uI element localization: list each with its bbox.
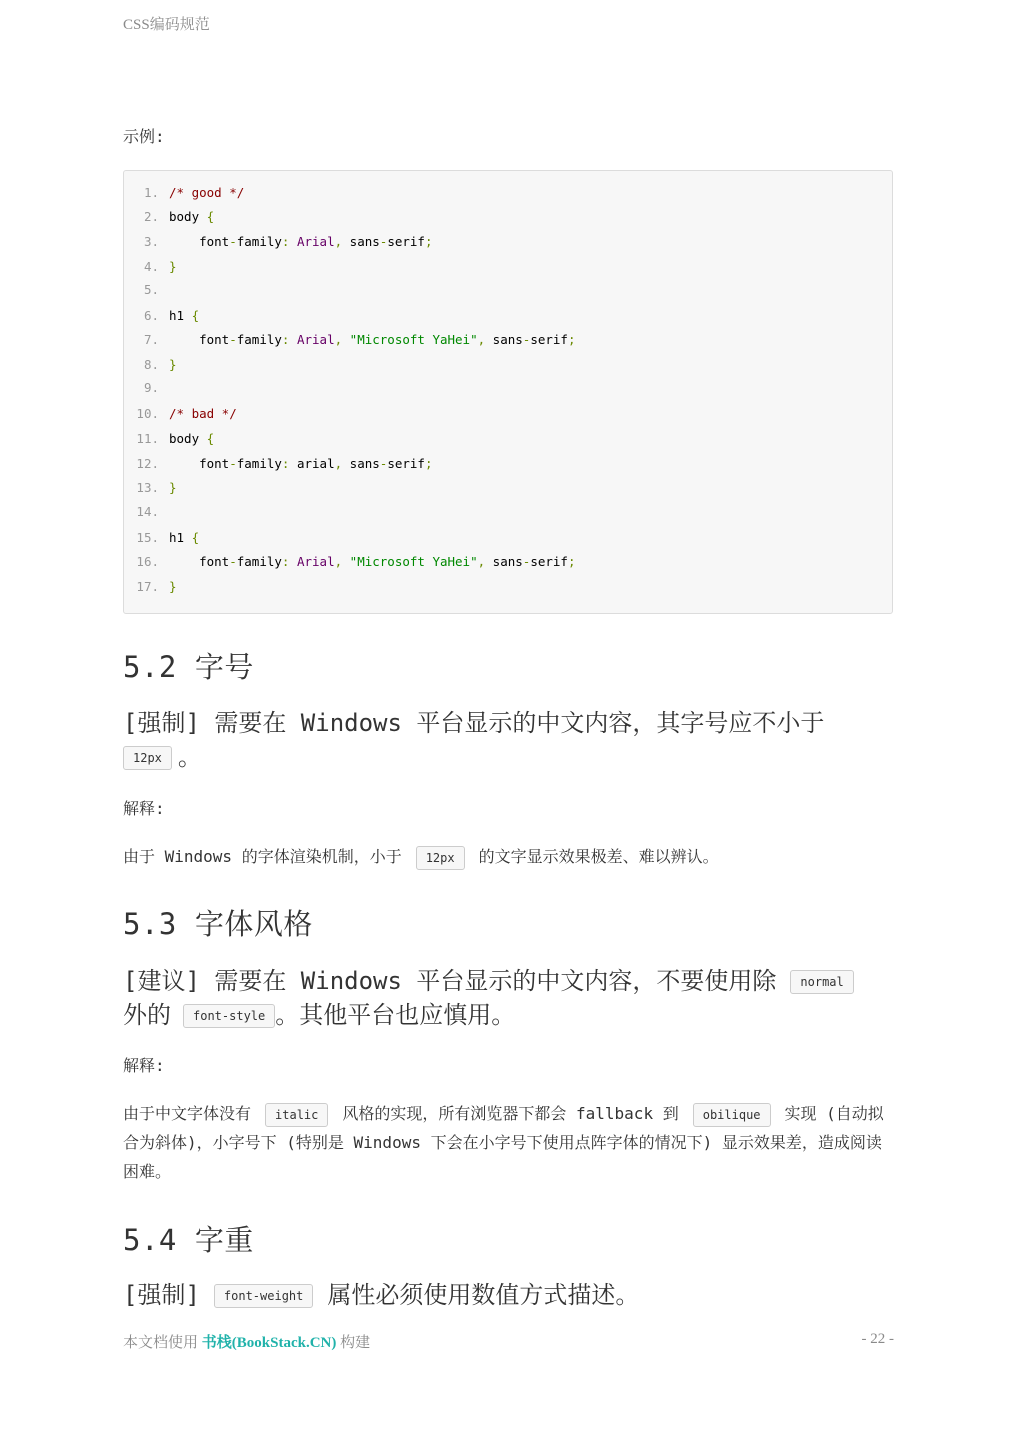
inline-code-normal: normal [790,970,853,994]
code-token: font [169,234,230,249]
code-line [124,478,177,498]
code-token: { [191,530,200,545]
code-token: { [206,209,215,224]
code-token: , [334,234,350,249]
code-line [124,404,237,424]
footer-suffix: 构建 [340,1335,371,1351]
code-line [124,257,177,277]
line-number: 10. [136,406,159,421]
code-token: family [236,456,282,471]
code-token: sans [349,456,380,471]
section-heading-5-4: 5.4 字重 [123,1223,254,1257]
code-line [124,429,214,449]
code-token: { [206,431,215,446]
code-line [124,552,575,572]
code-token: { [191,308,200,323]
code-content [159,306,199,326]
line-number: 5. [143,282,159,297]
code-token: sans [349,234,380,249]
explain-text: 风格的实现，所有浏览器下都会 fallback 到 [342,1104,679,1123]
code-token: , [477,332,493,347]
code-token: "Microsoft YaHei" [349,332,478,347]
code-content [159,454,432,474]
code-token: - [522,332,531,347]
code-line [124,330,575,350]
code-token: body [169,431,207,446]
code-token: } [169,480,177,495]
footer-credit [123,1331,370,1352]
line-number: 8. [143,357,159,372]
code-token: ; [567,554,576,569]
document-header-title: CSS编码规范 [123,17,210,33]
code-content [159,577,177,597]
code-token: - [229,234,237,249]
code-content [159,404,237,424]
code-token: Arial [296,234,335,249]
rule-5-4 [123,1278,893,1312]
section-heading-5-2: 5.2 字号 [123,650,254,684]
code-token: - [229,554,237,569]
line-number: 6. [143,308,159,323]
code-token: body [169,209,207,224]
rule-end: 。其他平台也应慎用。 [275,1001,516,1029]
code-content [159,232,432,252]
explain-text: 由于中文字体没有 [123,1104,252,1123]
code-content [159,429,214,449]
code-block [123,170,893,614]
code-line [124,378,169,398]
line-number: 3. [143,234,159,249]
code-line [124,355,177,375]
bookstack-link[interactable]: 书栈(BookStack.CN) [201,1335,337,1351]
rule-5-3 [123,964,893,1032]
line-number: 9. [143,380,159,395]
code-token: /* bad */ [169,406,237,421]
code-token: : [281,456,297,471]
page-number: - 22 - [861,1331,894,1347]
inline-code-12px: 12px [416,846,465,870]
code-token: font [169,332,230,347]
code-token: serif [530,554,568,569]
code-token: : [281,332,297,347]
rule-text: 外的 [123,1001,171,1029]
line-number: 12. [136,456,159,471]
code-token: h1 [169,308,192,323]
inline-code-font-weight: font-weight [214,1284,313,1308]
code-token: /* good */ [169,185,245,200]
code-token: , [334,554,350,569]
line-number: 1. [143,185,159,200]
inline-code-font-style: font-style [183,1004,275,1028]
code-token: - [229,332,237,347]
rule-text: 属性必须使用数值方式描述。 [327,1281,640,1309]
code-content [159,207,214,227]
code-token: - [229,456,237,471]
code-line [124,280,169,300]
line-number: 16. [136,554,159,569]
rule-text: [建议] 需要在 Windows 平台显示的中文内容，不要使用除 [123,967,777,995]
code-token: Arial [296,332,335,347]
rule-end: 。 [177,743,202,771]
example-label: 示例: [123,127,165,146]
code-token: font [169,456,230,471]
code-content [159,552,575,572]
code-content [159,478,177,498]
line-number: 2. [143,209,159,224]
code-content [159,528,199,548]
code-line [124,207,214,227]
code-line [124,528,199,548]
explain-text: 实现 (自动拟合为斜体)，小字号下 (特别是 Windows 下会在小字号下使用点阵字体的情况下) 显示效果差，造成阅读困难。 [123,1104,884,1181]
code-token: - [522,554,531,569]
code-token: , [477,554,493,569]
code-token: , [334,456,350,471]
code-token: } [169,357,177,372]
inline-code-italic: italic [265,1103,328,1127]
code-token: : [281,234,297,249]
code-token: - [379,234,388,249]
explain-label-5-2: 解释: [123,799,165,818]
line-number: 13. [136,480,159,495]
line-number: 15. [136,530,159,545]
inline-code-obilique: obilique [693,1103,771,1127]
code-line [124,502,169,522]
line-number: 4. [143,259,159,274]
line-number: 17. [136,579,159,594]
code-token: serif [387,456,425,471]
code-line [124,183,244,203]
rule-text: [强制] 需要在 Windows 平台显示的中文内容，其字号应不小于 [123,709,825,737]
code-token: font [169,554,230,569]
code-token: serif [530,332,568,347]
code-token: sans [492,554,523,569]
code-line [124,232,432,252]
code-token: sans [492,332,523,347]
line-number: 14. [136,504,159,519]
explain-paragraph-5-3 [123,1099,893,1186]
line-number: 7. [143,332,159,347]
rule-prefix: [强制] [123,1281,200,1309]
code-token: ; [424,234,433,249]
code-token: arial [296,456,335,471]
code-token: , [334,332,350,347]
code-line [124,577,177,597]
code-token: serif [387,234,425,249]
explain-paragraph-5-2 [123,842,893,871]
code-content [159,355,177,375]
code-line [124,306,199,326]
code-token: } [169,259,177,274]
code-token: ; [567,332,576,347]
code-token: family [236,332,282,347]
code-content [159,257,177,277]
footer-prefix: 本文档使用 [123,1335,199,1351]
code-token: } [169,579,177,594]
explain-text: 的文字显示效果极差、难以辨认。 [478,847,719,866]
code-token: ; [424,456,433,471]
code-content [159,330,575,350]
inline-code-12px: 12px [123,746,172,770]
section-heading-5-3: 5.3 字体风格 [123,907,313,941]
rule-5-2 [123,706,893,774]
explain-label-5-3: 解释: [123,1056,165,1075]
code-token: Arial [296,554,335,569]
code-content [159,183,244,203]
code-token: family [236,554,282,569]
code-token: "Microsoft YaHei" [349,554,478,569]
code-token: h1 [169,530,192,545]
code-line [124,454,432,474]
code-token: - [379,456,388,471]
explain-text: 由于 Windows 的字体渲染机制，小于 [123,847,402,866]
code-token: : [281,554,297,569]
line-number: 11. [136,431,159,446]
code-token: family [236,234,282,249]
